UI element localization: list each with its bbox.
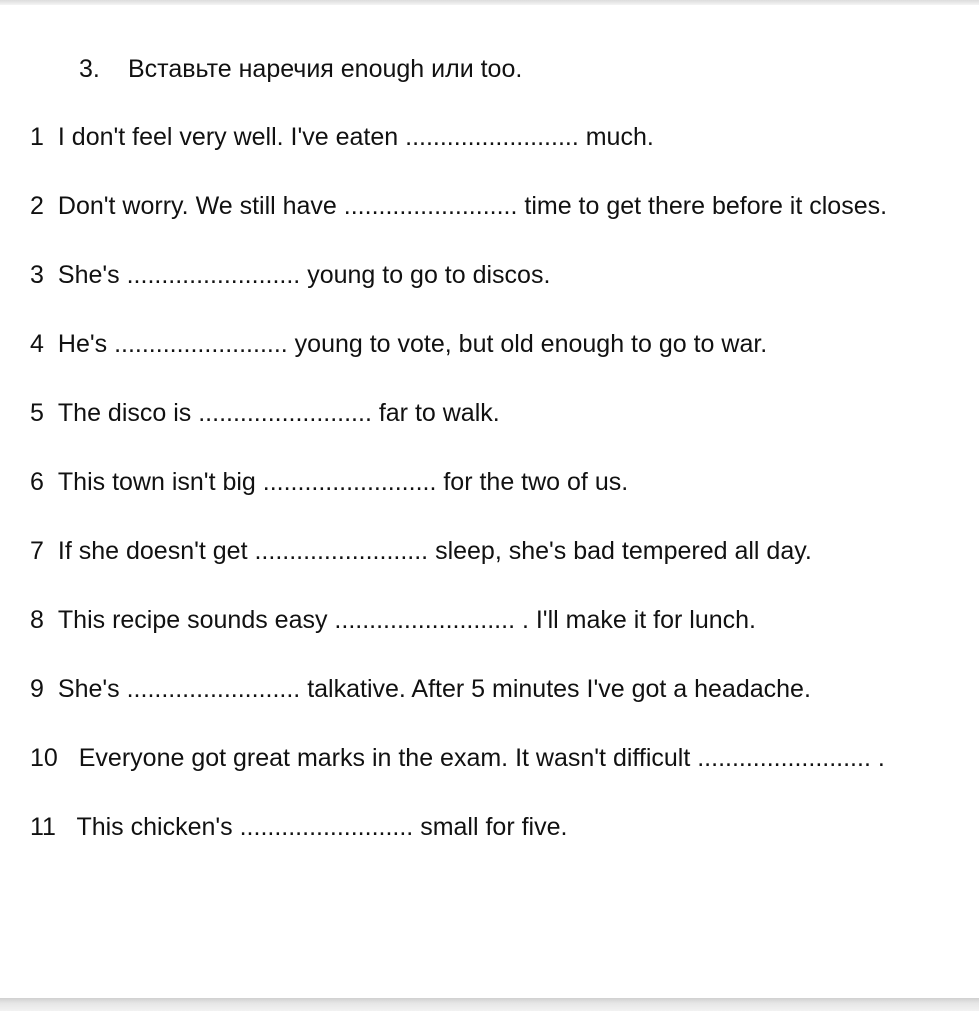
exercise-sentence: If she doesn't get ......................... sleep, she's bad tempered all day.	[57, 537, 812, 565]
task-heading	[79, 52, 522, 86]
task-instruction: Вставьте наречия enough или too.	[128, 55, 523, 83]
exercise-item-1	[30, 120, 887, 189]
exercise-sentence: The disco is ......................... far to walk.	[57, 399, 500, 427]
exercise-sentence: She's ......................... talkative. After 5 minutes I've got a headache.	[57, 675, 811, 703]
exercise-sentence: He's ......................... young to vote, but old enough to go to war.	[57, 330, 768, 358]
exercise-sentence: Everyone got great marks in the exam. It wasn't difficult ......................... .	[71, 744, 885, 772]
exercise-item-4	[30, 327, 887, 396]
exercise-sentence: Don't worry. We still have ......................... time to get there before it closes.	[57, 192, 888, 220]
exercise-sentence: This chicken's ......................... small for five.	[69, 813, 568, 841]
exercise-sentence: She's ......................... young to go to discos.	[57, 261, 551, 289]
exercise-item-3	[30, 258, 887, 327]
exercise-item-8	[30, 603, 887, 672]
exercise-number: 1	[30, 123, 44, 151]
exercise-number: 2	[30, 192, 44, 220]
exercise-number: 10	[30, 744, 58, 772]
exercise-number: 3	[30, 261, 44, 289]
exercise-number: 8	[30, 606, 44, 634]
exercise-sentence: This town isn't big ......................... for the two of us.	[57, 468, 629, 496]
task-number: 3.	[79, 55, 100, 83]
exercise-sentence: I don't feel very well. I've eaten ......................... much.	[57, 123, 654, 151]
exercise-number: 5	[30, 399, 44, 427]
exercise-item-6	[30, 465, 887, 534]
top-edge-shadow	[0, 0, 979, 5]
exercise-sentence: This recipe sounds easy .......................... . I'll make it for lunch.	[57, 606, 756, 634]
exercise-number: 6	[30, 468, 44, 496]
exercise-number: 11	[30, 813, 56, 841]
exercise-item-2	[30, 189, 887, 258]
exercise-item-9	[30, 672, 887, 741]
bottom-edge-shadow	[0, 998, 979, 1011]
exercise-number: 4	[30, 330, 44, 358]
exercise-number: 9	[30, 675, 44, 703]
exercise-item-5	[30, 396, 887, 465]
exercise-number: 7	[30, 537, 44, 565]
exercise-item-7	[30, 534, 887, 603]
exercise-item-10	[30, 741, 887, 810]
exercise-list	[30, 120, 887, 879]
exercise-item-11	[30, 810, 887, 879]
